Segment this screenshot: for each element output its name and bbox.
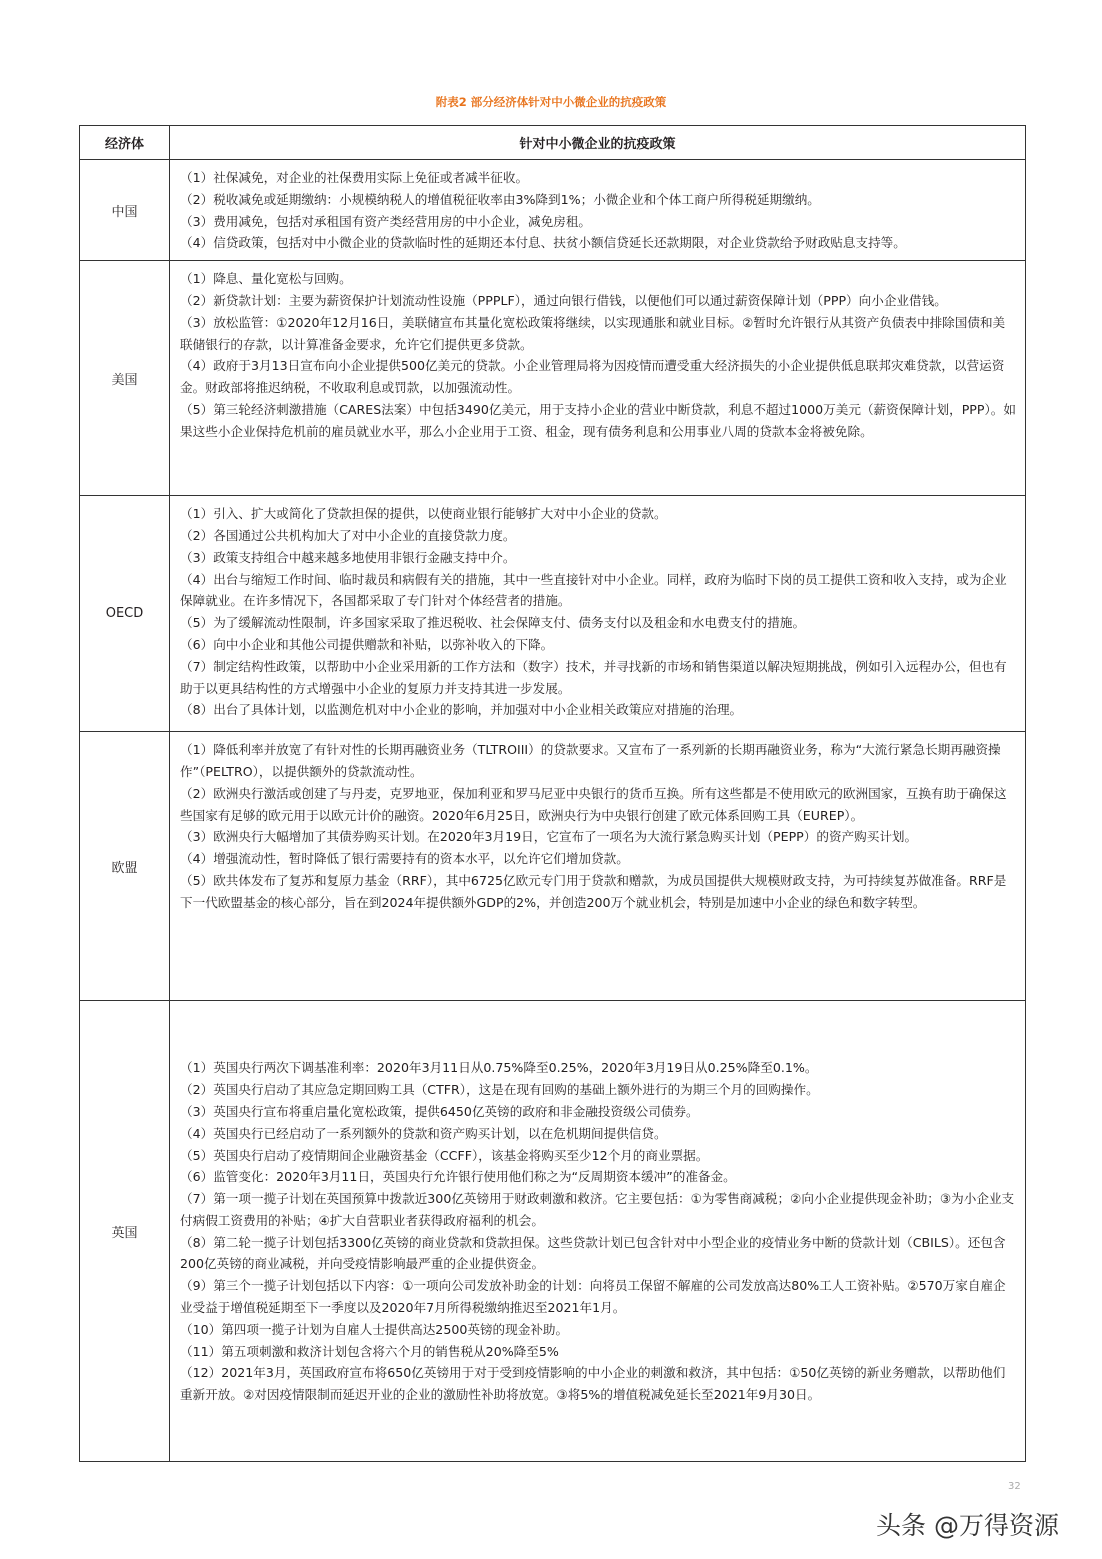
policy-item: （3）政策支持组合中越来越多地使用非银行金融支持中介。 xyxy=(180,549,516,565)
table-row xyxy=(80,1001,1026,1462)
policy-item: （5）第三轮经济刺激措施（CARES法案）中包括3490亿美元，用于支持小企业的营业中断贷款，利息不超过1000万美元（薪资保障计划，PPP）。如果这些小企业保持危机前的雇员就业水平，那么小企业用于工资、租金，现有债务利息和公用事业八周的贷款本金将被免除。 xyxy=(180,401,1016,439)
policy-item: （10）第四项一揽子计划为自雇人士提供高达2500英镑的现金补助。 xyxy=(180,1321,569,1337)
policy-item: （2）新贷款计划：主要为薪资保护计划流动性设施（PPPLF），通过向银行借钱，以便他们可以通过薪资保障计划（PPP）向小企业借钱。 xyxy=(180,292,947,308)
economy-cell: 欧盟 xyxy=(80,732,170,1001)
policy-item: （2）英国央行启动了其应急定期回购工具（CTFR），这是在现有回购的基础上额外进行的为期三个月的回购操作。 xyxy=(180,1082,819,1098)
policy-item: （2）税收减免或延期缴纳：小规模纳税人的增值税征收率由3%降到1%；小微企业和个体工商户所得税延期缴纳。 xyxy=(180,191,820,207)
policy-item: （3）放松监管：①2020年12月16日，美联储宣布其量化宽松政策将继续，以实现通胀和就业目标。②暂时允许银行从其资产负债表中排除国债和美联储银行的存款，以计算准备金要求，允许它们提供更多贷款。 xyxy=(180,314,1006,352)
page-number: 32 xyxy=(1008,1481,1021,1492)
policy-item: （9）第三个一揽子计划包括以下内容：①一项向公司发放补助金的计划：向将员工保留不解雇的公司发放高达80%工人工资补贴。②570万家自雇企业受益于增值税延期至下一季度以及2020年7月所得税缴纳推迟至2021年1月。 xyxy=(180,1278,1006,1316)
policy-item: （6）监管变化：2020年3月11日，英国央行允许银行使用他们称之为“反周期资本缓冲”的准备金。 xyxy=(180,1169,736,1185)
policy-item: （12）2021年3月，英国政府宣布将650亿英镑用于对于受到疫情影响的中小企业的刺激和救济，其中包括：①50亿英镑的新业务赠款，以帮助他们重新开放。②对因疫情限制而延迟开业的企业的激励性补助将放宽。③将5%的增值税减免延长至2021年9月30日。 xyxy=(180,1365,1006,1403)
policy-item: （11）第五项刺激和救济计划包含将六个月的销售税从20%降至5% xyxy=(180,1343,559,1359)
policy-item: （3）欧洲央行大幅增加了其债券购买计划。在2020年3月19日，它宣布了一项名为大流行紧急购买计划（PEPP）的资产购买计划。 xyxy=(180,829,918,845)
policy-item: （4）英国央行已经启动了一系列额外的贷款和资产购买计划，以在危机期间提供信贷。 xyxy=(180,1125,667,1141)
watermark: 头条 @万得资源 xyxy=(876,1511,1059,1540)
table-row xyxy=(80,261,1026,496)
policy-item: （1）降低利率并放宽了有针对性的长期再融资业务（TLTROIII）的贷款要求。又宣布了一系列新的长期再融资业务，称为“大流行紧急长期再融资操作”（PELTRO），以提供额外的贷款流动性。 xyxy=(180,742,1001,779)
policy-item: （1）引入、扩大或简化了贷款担保的提供，以使商业银行能够扩大对中小企业的贷款。 xyxy=(180,506,667,522)
policy-item: （4）出台与缩短工作时间、临时裁员和病假有关的措施，其中一些直接针对中小企业。同样，政府为临时下岗的员工提供工资和收入支持，或为企业保障就业。在许多情况下，各国都采取了专门针对个体经营者的措施。 xyxy=(180,571,1007,609)
policy-item: （1）社保减免，对企业的社保费用实际上免征或者减半征收。 xyxy=(180,170,529,185)
policy-item: （7）第一项一揽子计划在英国预算中拨款近300亿英镑用于财政刺激和救济。它主要包括：①为零售商减税；②向小企业提供现金补助；③为小企业支付病假工资费用的补贴；④扩大自营职业者获得政府福利的机会。 xyxy=(180,1191,1015,1228)
policy-item: （4）政府于3月13日宣布向小企业提供500亿美元的贷款。小企业管理局将为因疫情而遭受重大经济损失的小企业提供低息联邦灾难贷款，以营运资金。财政部将推迟纳税，不收取利息或罚款，以加强流动性。 xyxy=(180,358,1005,396)
policy-cell xyxy=(170,160,1026,261)
economy-cell: 中国 xyxy=(80,160,170,261)
policy-table xyxy=(79,125,1026,1462)
table-row xyxy=(80,496,1026,732)
table-caption: 附表2 部分经济体针对中小微企业的抗疫政策 xyxy=(435,95,667,109)
policy-item: （4）信贷政策，包括对中小微企业的贷款临时性的延期还本付息、扶贫小额信贷延长还款期限，对企业贷款给予财政贴息支持等。 xyxy=(180,235,906,251)
policy-item: （1）英国央行两次下调基准利率：2020年3月11日从0.75%降至0.25%，2020年3月19日从0.25%降至0.1%。 xyxy=(180,1060,818,1076)
policy-item: （3）英国央行宣布将重启量化宽松政策，提供6450亿英镑的政府和非金融投资级公司债券。 xyxy=(180,1103,699,1119)
policy-cell xyxy=(170,496,1026,732)
policy-item: （5）欧共体发布了复苏和复原力基金（RRF），其中6725亿欧元专门用于贷款和赠款，为成员国提供大规模财政支持，为可持续复苏做准备。RRF是下一代欧盟基金的核心部分，旨在到2024年提供额外GDP的2%，并创造200万个就业机会，特别是加速中小企业的绿色和数字转型。 xyxy=(180,872,1007,910)
policy-item: （5）英国央行启动了疫情期间企业融资基金（CCFF），该基金将购买至少12个月的商业票据。 xyxy=(180,1147,709,1163)
policy-item: （2）各国通过公共机构加大了对中小企业的直接贷款力度。 xyxy=(180,527,516,543)
header-economy: 经济体 xyxy=(80,126,170,160)
policy-item: （1）降息、量化宽松与回购。 xyxy=(180,271,352,287)
policy-item: （3）费用减免，包括对承租国有资产类经营用房的中小企业，减免房租。 xyxy=(180,213,592,229)
policy-cell xyxy=(170,732,1026,1001)
policy-cell xyxy=(170,1001,1026,1462)
header-policy: 针对中小微企业的抗疫政策 xyxy=(170,126,1026,160)
policy-item: （5）为了缓解流动性限制，许多国家采取了推迟税收、社会保障支付、债务支付以及租金和水电费支付的措施。 xyxy=(180,615,806,631)
policy-item: （8）出台了具体计划，以监测危机对中小企业的影响，并加强对中小企业相关政策应对措施的治理。 xyxy=(180,702,743,718)
policy-item: （2）欧洲央行激活或创建了与丹麦，克罗地亚，保加利亚和罗马尼亚中央银行的货币互换。所有这些都是不使用欧元的欧洲国家，互换有助于确保这些国家有足够的欧元用于以欧元计价的融资。2020年6月25日，欧洲央行为中央银行创建了欧元体系回购工具（EUREP）。 xyxy=(180,785,1007,823)
economy-cell: 英国 xyxy=(80,1001,170,1462)
economy-cell: OECD xyxy=(80,496,170,732)
policy-item: （8）第二轮一揽子计划包括3300亿英镑的商业贷款和贷款担保。这些贷款计划已包含针对中小型企业的疫情业务中断的贷款计划（CBILS）。还包含200亿英镑的商业减税，并向受疫情影响最严重的企业提供资金。 xyxy=(180,1234,1006,1272)
economy-cell: 美国 xyxy=(80,261,170,496)
table-header-row xyxy=(80,126,1026,160)
policy-cell xyxy=(170,261,1026,496)
policy-item: （6）向中小企业和其他公司提供赠款和补贴，以弥补收入的下降。 xyxy=(180,636,554,652)
policy-item: （4）增强流动性，暂时降低了银行需要持有的资本水平，以允许它们增加贷款。 xyxy=(180,851,629,867)
table-row xyxy=(80,160,1026,261)
policy-item: （7）制定结构性政策，以帮助中小企业采用新的工作方法和（数字）技术，并寻找新的市场和销售渠道以解决短期挑战，例如引入远程办公，但也有助于以更具结构性的方式增强中小企业的复原力并支持其进一步发展。 xyxy=(180,658,1007,696)
table-row xyxy=(80,732,1026,1001)
